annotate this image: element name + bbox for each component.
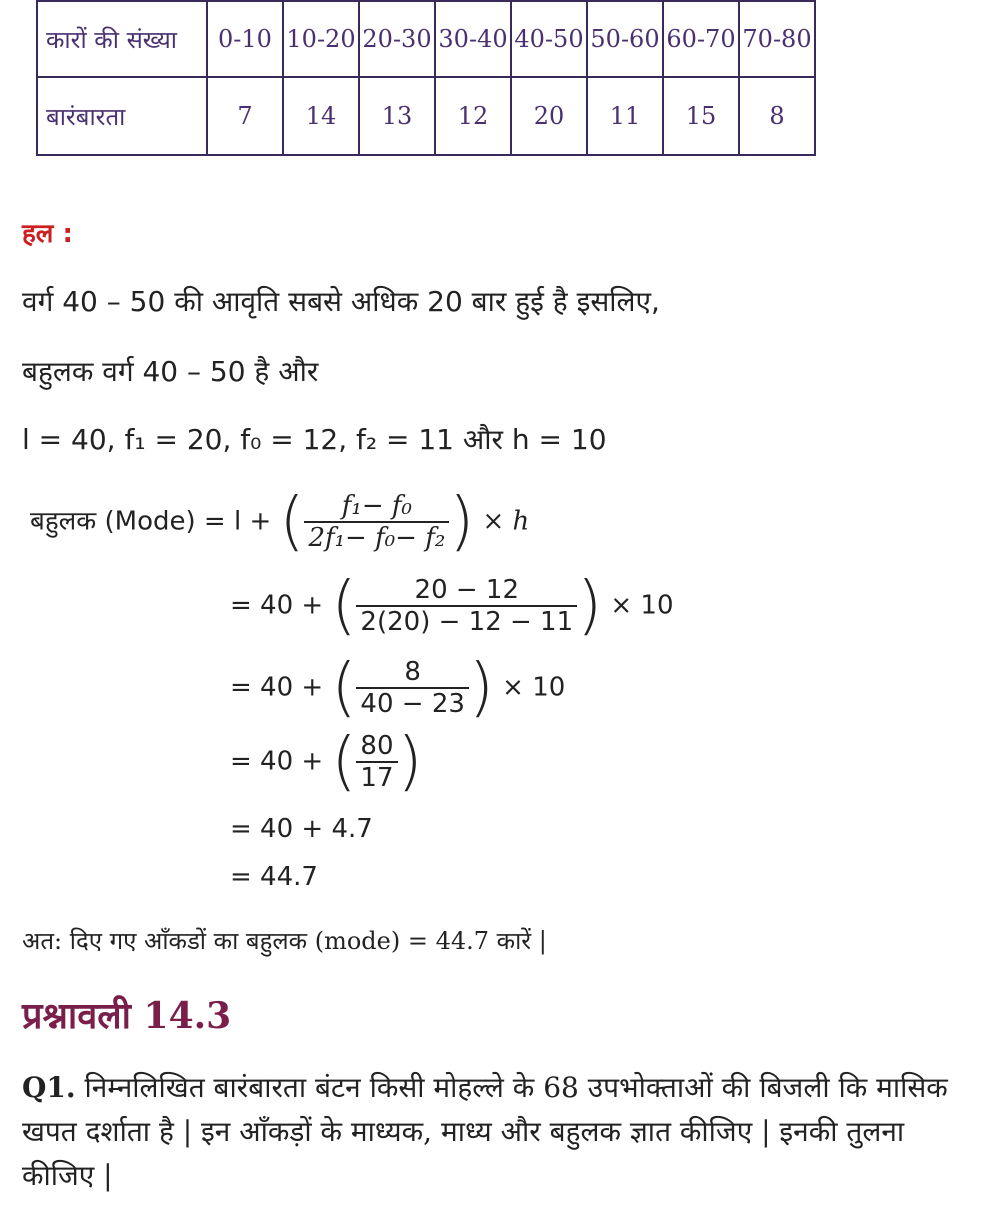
- table-row: [37, 1, 815, 77]
- right-paren: ): [577, 569, 603, 643]
- step-suffix: × 10: [502, 672, 566, 703]
- conclusion-text: अत: दिए गए आँकडों का बहुलक (mode) = 44.7 कारें |: [22, 927, 547, 955]
- formula-step-1: [30, 485, 530, 559]
- table-cell: 7: [207, 77, 283, 155]
- fraction-denominator: 2(20) − 12 − 11: [360, 607, 574, 637]
- left-paren: (: [279, 485, 305, 559]
- table-cell: 15: [663, 77, 739, 155]
- table-cell: 30-40: [435, 1, 511, 77]
- fraction-numerator: 80: [360, 731, 394, 761]
- formula-fraction: [304, 491, 449, 553]
- fraction-numerator: 20 − 12: [414, 575, 520, 605]
- right-paren: ): [449, 485, 475, 559]
- formula-step-4: [230, 725, 423, 799]
- fraction-denominator: 17: [360, 763, 394, 793]
- table-cell: 8: [739, 77, 815, 155]
- left-paren: (: [331, 651, 357, 725]
- table-cell: 40-50: [511, 1, 587, 77]
- step-prefix: = 40 +: [230, 672, 324, 703]
- times-h: × h: [482, 506, 530, 537]
- table-cell: 10-20: [283, 1, 359, 77]
- question-label: Q1.: [22, 1071, 76, 1104]
- left-paren: (: [331, 725, 357, 799]
- formula-step-6: = 44.7: [230, 862, 318, 892]
- step-fraction: [356, 731, 397, 793]
- table-row: [37, 77, 815, 155]
- question-text: निम्नलिखित बारंबारता बंटन किसी मोहल्ले के 68 उपभोक्ताओं की बिजली कि मासिक खपत दर्शाता है | इन आँकड़ों के माध्यक, माध्य और बहुलक ज्ञात कीजिए | इनकी तुलना कीजिए |: [22, 1071, 948, 1192]
- formula-step-2: [230, 569, 674, 643]
- step-prefix: = 40 +: [230, 590, 324, 621]
- mode-formula: [22, 485, 742, 910]
- step-fraction: [356, 657, 468, 719]
- solution-line-2: बहुलक वर्ग 40 – 50 है और: [22, 355, 319, 388]
- step-prefix: = 40 +: [230, 746, 324, 777]
- solution-line-1: वर्ग 40 – 50 की आवृति सबसे अधिक 20 बार हुई है इसलिए,: [22, 285, 660, 318]
- table-cell: 20-30: [359, 1, 435, 77]
- fraction-denominator: 2f₁− f₀− f₂: [308, 523, 446, 553]
- table-cell: 70-80: [739, 1, 815, 77]
- right-paren: ): [397, 725, 423, 799]
- fraction-numerator: 8: [404, 657, 421, 687]
- mode-label: बहुलक (Mode): [30, 506, 196, 537]
- table-cell: 13: [359, 77, 435, 155]
- table-cell: 11: [587, 77, 663, 155]
- solution-line-3: l = 40, f₁ = 20, f₀ = 12, f₂ = 11 और h = 10: [22, 423, 607, 456]
- formula-step-5: = 40 + 4.7: [230, 814, 373, 844]
- exercise-title: प्रश्नावली 14.3: [22, 995, 232, 1037]
- table-cell: 14: [283, 77, 359, 155]
- fraction-numerator: f₁− f₀: [341, 491, 412, 521]
- table-cell: 50-60: [587, 1, 663, 77]
- table-cell: 0-10: [207, 1, 283, 77]
- fraction-denominator: 40 − 23: [360, 689, 465, 719]
- right-paren: ): [468, 651, 494, 725]
- table-cell: 20: [511, 77, 587, 155]
- table-cell: 60-70: [663, 1, 739, 77]
- left-paren: (: [331, 569, 357, 643]
- step-suffix: × 10: [610, 590, 674, 621]
- formula-prefix: = l +: [203, 506, 272, 537]
- table-header-cell: कारों की संख्या: [37, 1, 207, 77]
- question-1: [22, 1066, 972, 1198]
- solution-label: हल :: [22, 219, 73, 249]
- frequency-table: [36, 0, 816, 156]
- step-fraction: [356, 575, 577, 637]
- table-cell: 12: [435, 77, 511, 155]
- formula-step-3: [230, 651, 566, 725]
- table-header-cell: बारंबारता: [37, 77, 207, 155]
